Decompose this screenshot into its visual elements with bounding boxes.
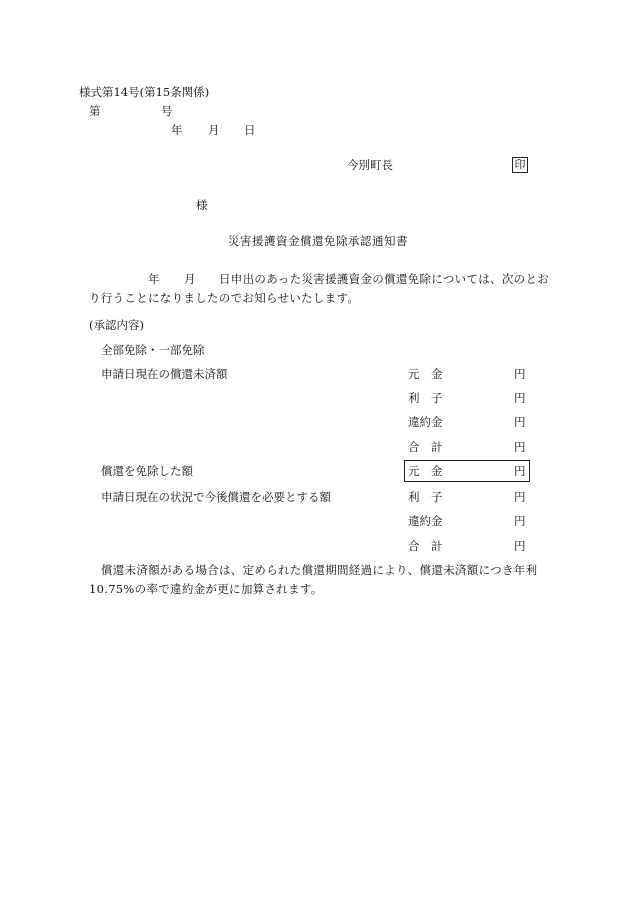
unpaid-total-unit: 円 <box>514 440 526 454</box>
doc-number-suffix: 号 <box>161 104 173 118</box>
exempted-label: 償還を免除した額 <box>101 464 193 478</box>
future-total-label: 合 計 <box>408 539 443 553</box>
unpaid-penalty-unit: 円 <box>514 415 526 429</box>
date-day: 日 <box>244 123 256 137</box>
intro-month: 月 <box>184 272 196 286</box>
issuer-name: 今別町長 <box>347 158 393 172</box>
intro-year: 年 <box>148 272 160 286</box>
unpaid-label: 申請日現在の償還未済額 <box>101 367 228 381</box>
document-title: 災害援護資金償還免除承認通知書 <box>228 234 408 248</box>
unpaid-principal-label: 元 金 <box>408 367 443 381</box>
doc-number-prefix: 第 <box>89 104 101 118</box>
seal-mark: 印 <box>512 157 528 173</box>
unpaid-penalty-label: 違約金 <box>408 415 443 429</box>
exempted-principal-label: 元 金 <box>408 464 443 478</box>
date-month: 月 <box>208 123 220 137</box>
exempted-principal-unit: 円 <box>514 464 526 478</box>
note-line-1: 償還未済額がある場合は、定められた償還期間経過により、償還未済額につき年利 <box>101 563 538 577</box>
future-total-unit: 円 <box>514 539 526 553</box>
unpaid-principal-unit: 円 <box>514 367 526 381</box>
form-number: 様式第14号(第15条関係) <box>79 85 210 99</box>
section-label: (承認内容) <box>89 318 144 332</box>
note-line-2: 10.75%の率で違約金が更に加算されます。 <box>89 582 323 596</box>
future-interest-unit: 円 <box>514 490 526 504</box>
future-penalty-unit: 円 <box>514 514 526 528</box>
unpaid-interest-label: 利 子 <box>408 391 443 405</box>
future-interest-label: 利 子 <box>408 490 443 504</box>
intro-line-1: 日申出のあった災害援護資金の償還免除については、次のとお <box>219 272 550 286</box>
future-label: 申請日現在の状況で今後償還を必要とする額 <box>101 490 331 504</box>
exemption-type: 全部免除・一部免除 <box>101 343 205 357</box>
unpaid-total-label: 合 計 <box>408 440 443 454</box>
intro-line-2: り行うことになりましたのでお知らせいたします。 <box>89 291 360 305</box>
future-penalty-label: 違約金 <box>408 514 443 528</box>
unpaid-interest-unit: 円 <box>514 391 526 405</box>
addressee-suffix: 様 <box>196 198 208 212</box>
date-year: 年 <box>171 123 183 137</box>
